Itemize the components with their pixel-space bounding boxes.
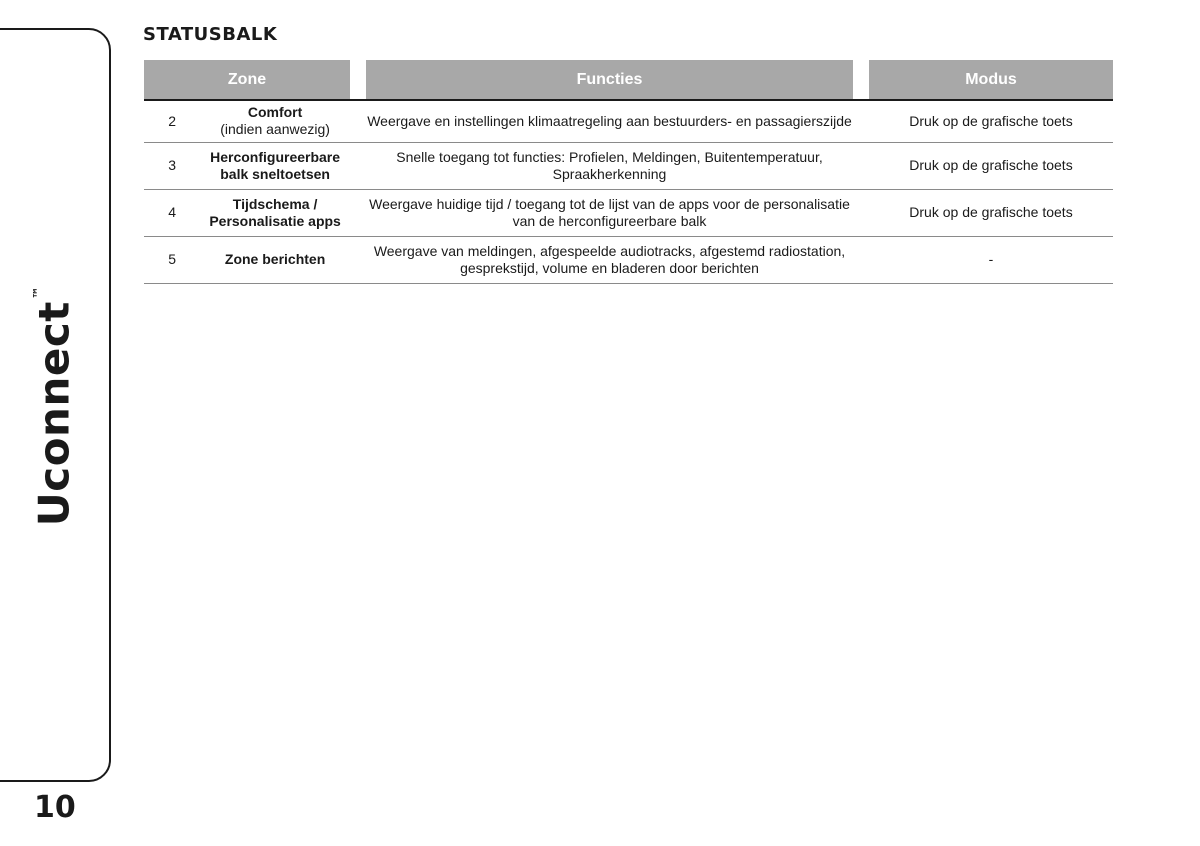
zone-name: Herconfigureerbare xyxy=(210,148,341,165)
functions-line: gesprekstijd, volume en bladeren door berichten xyxy=(460,259,759,276)
table-row xyxy=(144,236,1113,283)
zone-note: (indien aanwezig) xyxy=(220,121,330,138)
side-title: Uconnect™ xyxy=(29,285,79,527)
functions-line: Weergave van meldingen, afgespeelde audiotracks, afgestemd radiostation, xyxy=(373,242,846,259)
header-zone: Zone xyxy=(144,60,350,100)
row-number: 2 xyxy=(144,100,200,142)
header-gap xyxy=(853,60,869,100)
functions-cell xyxy=(350,236,869,283)
header-gap xyxy=(350,60,366,100)
zone-name: Personalisatie apps xyxy=(209,212,341,229)
section-title: STATUSBALK xyxy=(143,24,278,45)
table-header-row xyxy=(144,60,1113,100)
row-number: 5 xyxy=(144,236,200,283)
functions-cell xyxy=(350,100,869,142)
functions-cell xyxy=(350,142,869,189)
table-row xyxy=(144,100,1113,142)
table-row xyxy=(144,142,1113,189)
functions-cell xyxy=(350,189,869,236)
trademark-symbol: ™ xyxy=(31,285,47,300)
status-bar-table xyxy=(144,60,1113,284)
header-mode: Modus xyxy=(869,60,1113,100)
functions-line: Weergave en instellingen klimaatregeling aan bestuurders- en passagierszijde xyxy=(367,112,852,129)
zone-name: Comfort xyxy=(247,104,303,121)
row-number: 3 xyxy=(144,142,200,189)
zone-name: Zone berichten xyxy=(224,251,326,267)
zone-cell xyxy=(200,100,350,142)
zone-cell xyxy=(200,189,350,236)
header-functions: Functies xyxy=(366,60,853,100)
mode-cell: Druk op de grafische toets xyxy=(869,142,1113,189)
functions-line: van de herconfigureerbare balk xyxy=(512,212,707,229)
table-row xyxy=(144,189,1113,236)
zone-cell xyxy=(200,142,350,189)
functions-line: Weergave huidige tijd / toegang tot de lijst van de apps voor de personalisatie xyxy=(369,195,850,212)
zone-cell xyxy=(200,236,350,283)
zone-name: Tijdschema / xyxy=(232,195,318,212)
page-number: 10 xyxy=(34,790,76,825)
mode-cell: Druk op de grafische toets xyxy=(869,100,1113,142)
zone-name: balk sneltoetsen xyxy=(220,165,330,182)
row-number: 4 xyxy=(144,189,200,236)
mode-cell: Druk op de grafische toets xyxy=(869,189,1113,236)
mode-cell: - xyxy=(869,236,1113,283)
functions-line: Snelle toegang tot functies: Profielen, Meldingen, Buitentemperatuur, xyxy=(396,148,823,165)
functions-line: Spraakherkenning xyxy=(552,165,667,182)
